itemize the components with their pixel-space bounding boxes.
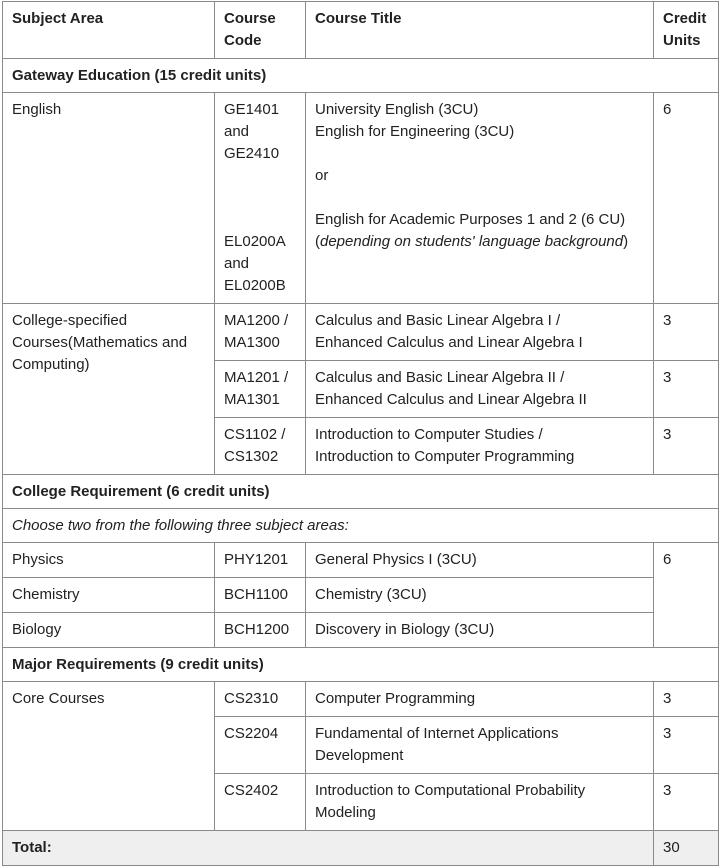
course-code: EL0200A [224, 233, 286, 250]
section-heading-gateway: Gateway Education (15 credit units) [3, 59, 719, 93]
course-code-conjunction: and [224, 123, 250, 140]
header-course-code-line-1: Course [224, 10, 276, 27]
table-row [3, 578, 719, 613]
course-code: CS1102 / CS1302 [215, 418, 306, 475]
course-code: BCH1100 [215, 578, 306, 613]
course-code: GE1401 [224, 101, 280, 118]
subject-biology: Biology [3, 613, 215, 648]
credit-units: 3 [654, 717, 719, 774]
course-code: CS2402 [215, 774, 306, 831]
course-code: EL0200B [224, 277, 286, 294]
course-code: MA1200 / MA1300 [215, 304, 306, 361]
header-course-code [215, 2, 306, 59]
credit-units-college-requirement: 6 [654, 543, 719, 648]
header-credit-units [654, 2, 719, 59]
course-title: Calculus and Basic Linear Algebra I / Enhanced Calculus and Linear Algebra I [306, 304, 654, 361]
course-code-conjunction: and [224, 255, 250, 272]
credit-units: 3 [654, 361, 719, 418]
course-code: CS2310 [215, 682, 306, 717]
course-code-english [215, 93, 306, 304]
course-title: General Physics I (3CU) [306, 543, 654, 578]
course-title: Computer Programming [306, 682, 654, 717]
course-title: Introduction to Computational Probability Modeling [306, 774, 654, 831]
note-text: depending on students' language background [320, 233, 624, 250]
course-code: BCH1200 [215, 613, 306, 648]
credit-units: 3 [654, 682, 719, 717]
total-label: Total: [3, 831, 654, 866]
credit-units: 3 [654, 418, 719, 475]
section-heading-college-requirement: College Requirement (6 credit units) [3, 475, 719, 509]
header-course-title: Course Title [306, 2, 654, 59]
course-title: Introduction to Computer Studies / Introduction to Computer Programming [306, 418, 654, 475]
course-code: MA1201 / MA1301 [215, 361, 306, 418]
course-title: Calculus and Basic Linear Algebra II / Enhanced Calculus and Linear Algebra II [306, 361, 654, 418]
course-title: English for Engineering (3CU) [315, 123, 515, 140]
instruction-text: Choose two from the following three subject areas: [3, 509, 719, 543]
header-course-code-line-2: Code [224, 32, 262, 49]
course-title: University English (3CU) [315, 101, 479, 118]
table-row [3, 682, 719, 717]
subject-physics: Physics [3, 543, 215, 578]
subject-core-courses: Core Courses [3, 682, 215, 831]
course-title: Chemistry (3CU) [306, 578, 654, 613]
note-paren-open: ( [315, 233, 320, 250]
total-units: 30 [654, 831, 719, 866]
table-row [3, 93, 719, 304]
course-title-english [306, 93, 654, 304]
course-code: PHY1201 [215, 543, 306, 578]
header-credit-units-line-1: Credit [663, 10, 707, 27]
section-college-requirement [3, 475, 719, 509]
or-text: or [315, 167, 329, 184]
course-code: GE2410 [224, 145, 280, 162]
section-gateway [3, 59, 719, 93]
subject-english: English [3, 93, 215, 304]
table-row [3, 613, 719, 648]
course-title: Discovery in Biology (3CU) [306, 613, 654, 648]
header-subject-area: Subject Area [3, 2, 215, 59]
header-row [3, 2, 719, 59]
total-row [3, 831, 719, 866]
instruction-row [3, 509, 719, 543]
course-title: Fundamental of Internet Applications Development [306, 717, 654, 774]
section-major [3, 648, 719, 682]
header-credit-units-line-2: Units [663, 32, 701, 49]
credit-units: 3 [654, 774, 719, 831]
table-row [3, 543, 719, 578]
credit-units-english: 6 [654, 93, 719, 304]
course-code: CS2204 [215, 717, 306, 774]
subject-chemistry: Chemistry [3, 578, 215, 613]
note-paren-close: ) [623, 233, 629, 250]
section-heading-major: Major Requirements (9 credit units) [3, 648, 719, 682]
credit-units: 3 [654, 304, 719, 361]
subject-college-specified: College-specified Courses(Mathematics and Computing) [3, 304, 215, 475]
course-title: English for Academic Purposes 1 and 2 (6 CU) [315, 211, 626, 228]
curriculum-table [2, 1, 719, 866]
table-row [3, 304, 719, 361]
